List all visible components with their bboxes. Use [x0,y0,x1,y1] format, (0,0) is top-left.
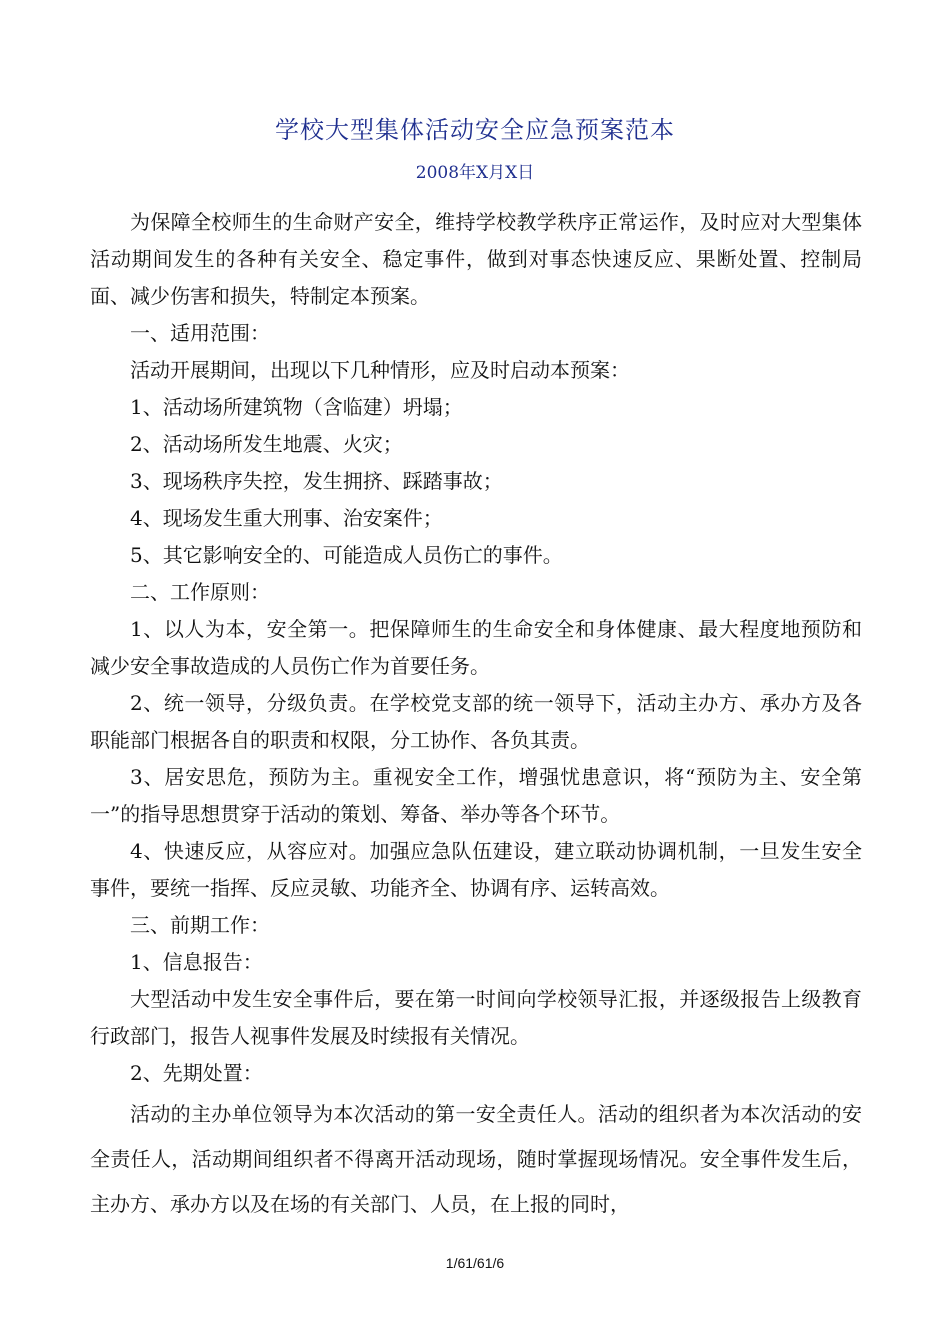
paragraph-scope-intro: 活动开展期间，出现以下几种情形，应及时启动本预案： [130,358,630,382]
section-heading-preliminary-work: 三、前期工作： [130,913,270,937]
list-item-scope-2: 2、活动场所发生地震、火灾； [130,432,403,456]
subheading-initial-disposal: 2、先期处置： [130,1061,263,1085]
subheading-information-report: 1、信息报告： [130,950,263,974]
document-title: 学校大型集体活动安全应急预案范本 [275,116,675,144]
document-body [90,204,862,1227]
document-date: 2008年X月X日 [415,163,535,183]
paragraph-intro: 为保障全校师生的生命财产安全，维持学校教学秩序正常运作，及时应对大型集体活动期间发生的各种有关安全、稳定事件，做到对事态快速反应、果断处置、控制局面、减少伤害和损失，特制定本预案。 [90,210,862,308]
principle-2: 2、统一领导，分级负责。在学校党支部的统一领导下，活动主办方、承办方及各职能部门根据各自的职责和权限，分工协作、各负其责。 [90,691,862,752]
list-item-scope-4: 4、现场发生重大刑事、治安案件； [130,506,443,530]
principle-1: 1、以人为本，安全第一。把保障师生的生命安全和身体健康、最大程度地预防和减少安全事故造成的人员伤亡作为首要任务。 [90,617,862,678]
principle-4: 4、快速反应，从容应对。加强应急队伍建设，建立联动协调机制，一旦发生安全事件，要统一指挥、反应灵敏、功能齐全、协调有序、运转高效。 [90,839,862,900]
list-item-scope-1: 1、活动场所建筑物（含临建）坍塌； [130,395,463,419]
paragraph-information-report: 大型活动中发生安全事件后，要在第一时间向学校领导汇报，并逐级报告上级教育行政部门，报告人视事件发展及时续报有关情况。 [90,987,862,1048]
paragraph-initial-disposal: 活动的主办单位领导为本次活动的第一安全责任人。活动的组织者为本次活动的安全责任人，活动期间组织者不得离开活动现场，随时掌握现场情况。安全事件发生后，主办方、承办方以及在场的有关部门、人员，在上报的同时， [90,1102,862,1216]
section-heading-principles: 二、工作原则： [130,580,270,604]
principle-3: 3、居安思危，预防为主。重视安全工作，增强忧患意识，将“预防为主、安全第一”的指导思想贯穿于活动的策划、筹备、举办等各个环节。 [90,765,862,826]
list-item-scope-5: 5、其它影响安全的、可能造成人员伤亡的事件。 [130,543,563,567]
page-footer: 1/61/61/6 [445,1255,505,1271]
section-heading-scope: 一、适用范围： [130,321,270,345]
list-item-scope-3: 3、现场秩序失控，发生拥挤、踩踏事故； [130,469,503,493]
